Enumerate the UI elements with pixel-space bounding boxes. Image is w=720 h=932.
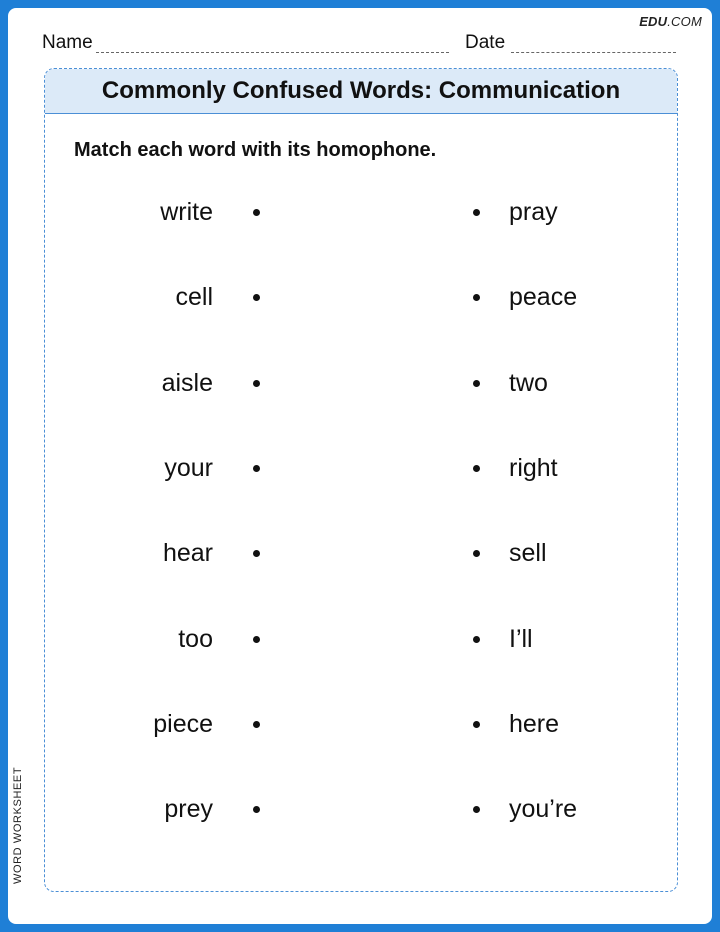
- match-row: [45, 533, 677, 573]
- right-word: right: [509, 453, 558, 482]
- left-word: cell: [175, 283, 213, 312]
- title-bar: [45, 69, 677, 114]
- left-word: too: [178, 624, 213, 653]
- right-match-dot[interactable]: [473, 636, 480, 643]
- brand-logo: [639, 14, 702, 29]
- left-match-dot[interactable]: [253, 380, 260, 387]
- worksheet-page: [8, 8, 712, 924]
- match-row: [45, 448, 677, 488]
- left-word: your: [164, 453, 213, 482]
- left-word: piece: [153, 709, 213, 738]
- left-match-dot[interactable]: [253, 721, 260, 728]
- right-word: I’ll: [509, 624, 533, 653]
- match-row: [45, 363, 677, 403]
- left-match-dot[interactable]: [253, 465, 260, 472]
- right-match-dot[interactable]: [473, 209, 480, 216]
- right-match-dot[interactable]: [473, 465, 480, 472]
- left-word: prey: [164, 795, 213, 824]
- side-label: WORD WORKSHEET: [12, 766, 24, 884]
- left-word: aisle: [161, 368, 213, 397]
- left-match-dot[interactable]: [253, 806, 260, 813]
- right-word: pray: [509, 198, 558, 226]
- match-row: [45, 277, 677, 317]
- left-match-dot[interactable]: [253, 550, 260, 557]
- date-line[interactable]: [511, 52, 676, 53]
- brand-edu: EDU: [639, 14, 668, 29]
- name-line[interactable]: [96, 52, 449, 53]
- brand-com: .COM: [667, 14, 702, 29]
- right-word: you’re: [509, 795, 578, 824]
- right-word: here: [509, 709, 560, 738]
- match-row: [45, 192, 677, 232]
- match-row: [45, 704, 677, 744]
- right-match-dot[interactable]: [473, 294, 480, 301]
- left-word: write: [160, 198, 213, 226]
- right-word: sell: [509, 539, 547, 568]
- date-label: Date: [465, 32, 506, 53]
- worksheet-title: Commonly Confused Words: Communication: [101, 77, 621, 104]
- right-match-dot[interactable]: [473, 721, 480, 728]
- name-label: Name: [42, 32, 93, 53]
- left-word: hear: [162, 539, 213, 568]
- left-match-dot[interactable]: [253, 209, 260, 216]
- left-match-dot[interactable]: [253, 636, 260, 643]
- right-match-dot[interactable]: [473, 380, 480, 387]
- instructions: Match each word with its homophone.: [74, 139, 437, 161]
- right-match-dot[interactable]: [473, 550, 480, 557]
- right-word: peace: [509, 283, 578, 312]
- right-match-dot[interactable]: [473, 806, 480, 813]
- right-word: two: [509, 368, 548, 397]
- match-row: [45, 619, 677, 659]
- worksheet-box: [44, 68, 678, 892]
- match-row: [45, 789, 677, 829]
- left-match-dot[interactable]: [253, 294, 260, 301]
